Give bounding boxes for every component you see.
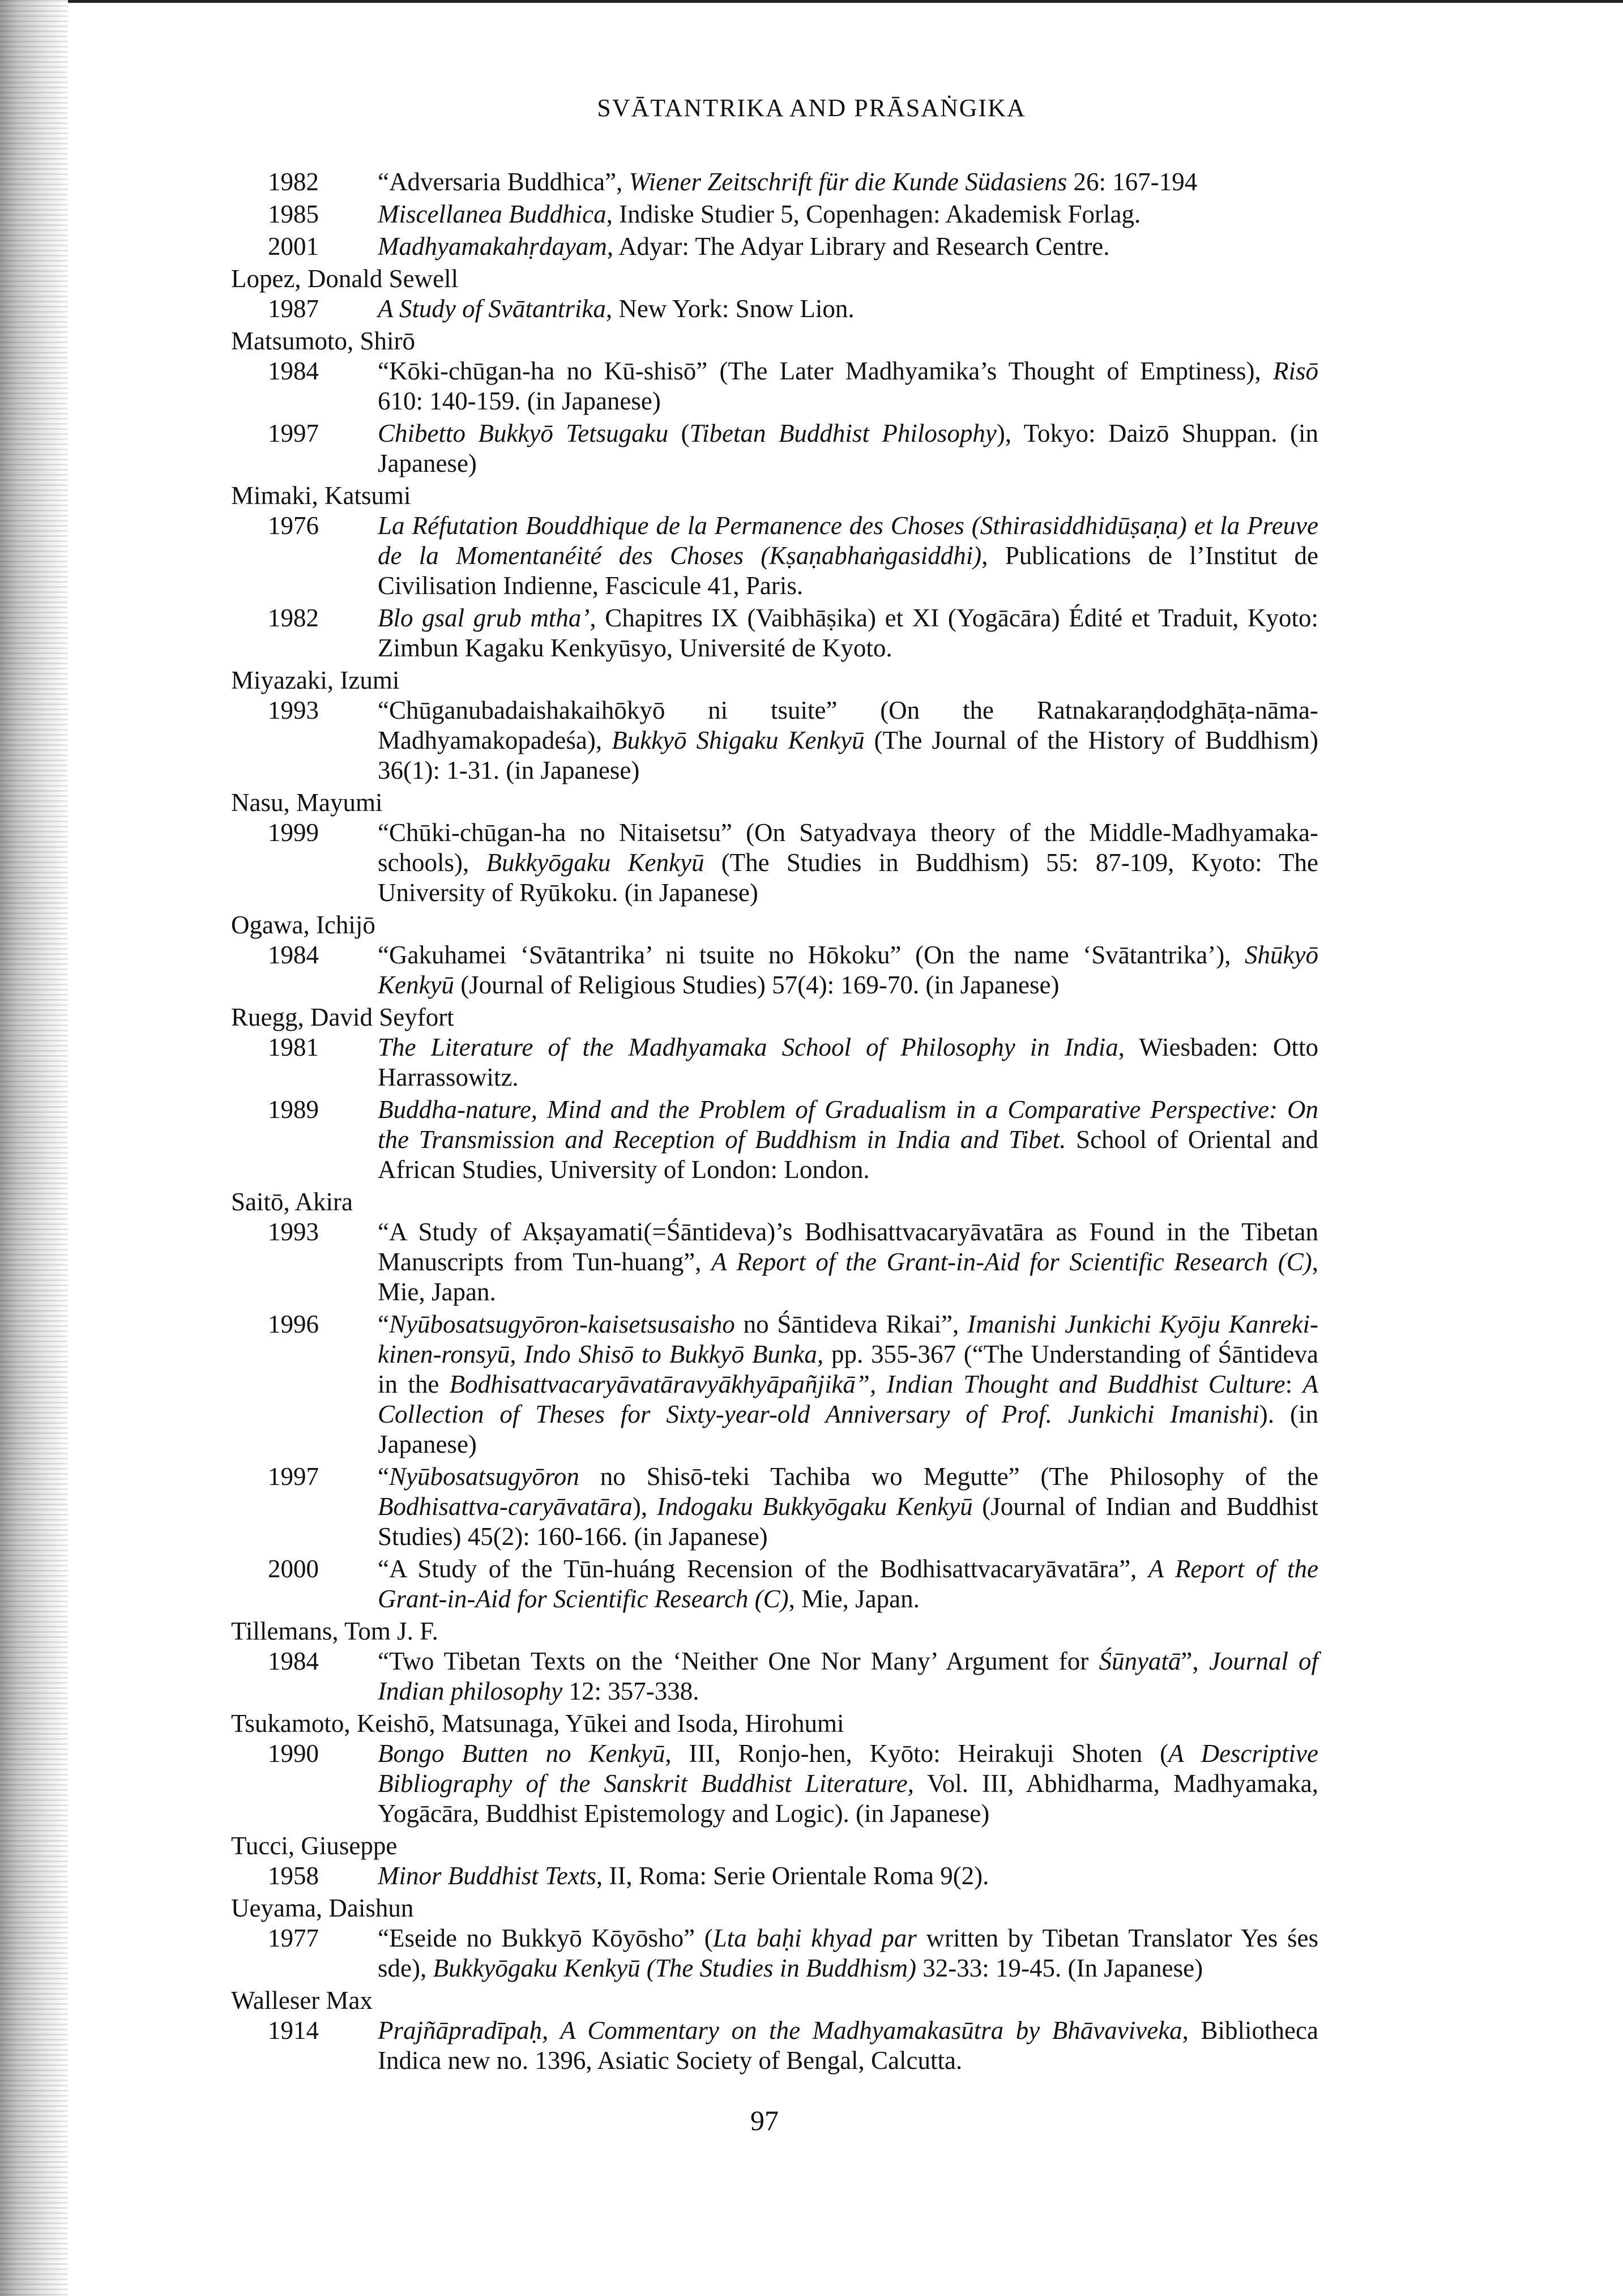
entry-year: 1996: [268, 1310, 319, 1338]
citation-title-italic: Journal of Indian philosophy: [378, 1647, 1318, 1705]
citation-title-italic: Tibetan Buddhist Philosophy: [689, 419, 997, 447]
bibliography-entry: [231, 1462, 1318, 1552]
author-name: Ruegg, David Seyfort: [231, 1003, 454, 1031]
citation-text: ”,: [1181, 1647, 1209, 1675]
citation-text: (The Studies in Buddhism) 55: 87-109, Kyoto: The University of Ryūkoku. (in Japanese): [378, 848, 1318, 907]
entry-citation: [378, 1095, 1318, 1185]
citation-text: ). (in Japanese): [378, 1400, 1318, 1458]
entry-year: 1984: [268, 1647, 319, 1675]
citation-text: , III, Ronjo-hen, Kyōto: Heirakuji Shoten (: [665, 1739, 1169, 1768]
citation-title-italic: The Literature of the Madhyamaka School of Philosophy in India: [378, 1033, 1118, 1061]
citation-title-italic: Lta baḥi khyad par: [712, 1924, 917, 1952]
entry-year: 1982: [268, 168, 319, 196]
citation-title-italic: A Study of Svātantrika: [378, 295, 606, 323]
bibliography-entry: [231, 167, 1318, 197]
bibliography-entry: [231, 1861, 1318, 1891]
bibliography-entry: [231, 1309, 1318, 1459]
citation-title-italic: Nyūbosatsugyōron: [388, 1462, 579, 1491]
author-name: Ogawa, Ichijō: [231, 911, 375, 939]
citation-text: “Adversaria Buddhica”,: [378, 168, 629, 196]
bibliography-entry: [231, 199, 1318, 229]
entry-citation: [378, 2016, 1318, 2076]
entry-citation: [378, 1309, 1318, 1459]
entry-citation: [378, 1554, 1318, 1614]
bibliography-entry: [231, 603, 1318, 663]
citation-text: (Journal of Religious Studies) 57(4): 169-70. (in Japanese): [454, 971, 1060, 999]
citation-title-italic: Nyūbosatsugyōron-kaisetsusaisho: [388, 1310, 735, 1338]
entry-citation: [378, 695, 1318, 786]
entry-citation: [378, 419, 1318, 479]
citation-text: “: [378, 1462, 389, 1491]
citation-title-italic: Wiener Zeitschrift für die Kunde Südasiens: [629, 168, 1067, 196]
citation-text: “Gakuhamei ‘Svātantrika’ ni tsuite no Hōkoku” (On the name ‘Svātantrika’),: [378, 941, 1245, 969]
citation-text: , Wiesbaden: Otto Harrassowitz.: [378, 1033, 1318, 1091]
citation-text: 26: 167-194: [1067, 168, 1198, 196]
citation-text: , Chapitres IX (Vaibhāṣika) et XI (Yogācāra) Édité et Traduit, Kyoto: Zimbun Kagaku Kenkyūsyo, Université de Kyoto.: [378, 604, 1318, 662]
bibliography-entry: [231, 940, 1318, 1000]
citation-text: , II, Roma: Serie Orientale Roma 9(2).: [596, 1862, 989, 1890]
entry-year: 1976: [268, 511, 319, 540]
citation-title-italic: Bukkyōgaku Kenkyū: [486, 848, 704, 877]
author-name: Tucci, Giuseppe: [231, 1832, 398, 1860]
bibliography-entry: [231, 695, 1318, 786]
entry-year: 1987: [268, 295, 319, 323]
citation-text: written by Tibetan Translator Yes śes sde),: [378, 1924, 1319, 1982]
bibliography-entry: [231, 1095, 1318, 1185]
entry-year: 1989: [268, 1095, 319, 1124]
entry-citation: [378, 1861, 1318, 1891]
citation-text: (: [668, 419, 690, 447]
citation-title-italic: A Descriptive Bibliography of the Sanskrit Buddhist Literature,: [378, 1739, 1318, 1798]
citation-text: (Journal of Indian and Buddhist Studies) 45(2): 160-166. (in Japanese): [378, 1492, 1318, 1551]
entry-citation: [378, 511, 1318, 601]
citation-text: , Adyar: The Adyar Library and Research Centre.: [607, 232, 1110, 261]
citation-title-italic: Indogaku Bukkyōgaku Kenkyū: [656, 1492, 973, 1521]
entry-citation: [378, 1032, 1318, 1092]
entry-year: 1997: [268, 1462, 319, 1491]
entry-year: 1985: [268, 200, 319, 228]
bibliography-entry: [231, 232, 1318, 262]
citation-text: “Kōki-chūgan-ha no Kū-shisō” (The Later Madhyamika’s Thought of Emptiness),: [378, 357, 1273, 385]
citation-title-italic: Blo gsal grub mtha’: [378, 604, 590, 632]
bibliography-entry: [231, 356, 1318, 416]
entry-citation: [378, 167, 1318, 197]
citation-title-italic: Shūkyō Kenkyū: [378, 941, 1318, 999]
citation-text: “Two Tibetan Texts on the ‘Neither One Nor Many’ Argument for: [378, 1647, 1099, 1675]
entry-citation: [378, 1646, 1318, 1706]
citation-text: , Publications de l’Institut de Civilisation Indienne, Fascicule 41, Paris.: [378, 541, 1318, 600]
page-number: 97: [750, 2105, 779, 2136]
citation-title-italic: Minor Buddhist Texts: [378, 1862, 596, 1890]
author-name: Tsukamoto, Keishō, Matsunaga, Yūkei and Isoda, Hirohumi: [231, 1709, 844, 1738]
citation-text: :: [1285, 1370, 1303, 1398]
entry-year: 2001: [268, 232, 319, 261]
citation-title-italic: Buddha-nature, Mind and the Problem of Gradualism in a Comparative Perspective: On the Transmission and Reception of Buddhism in India and Tibet.: [378, 1095, 1318, 1154]
citation-text: “Chūganubadaishakaihōkyō ni tsuite” (On the Ratnakaraṇḍodghāṭa-nāma-Madhyamakopadeśa),: [378, 696, 1318, 754]
entry-year: 1984: [268, 941, 319, 969]
citation-text: no Shisō-teki Tachiba wo Megutte” (The Philosophy of the: [579, 1462, 1318, 1491]
bibliography-entry: [231, 1554, 1318, 1614]
entry-year: 1993: [268, 1218, 319, 1246]
citation-title-italic: Imanishi Junkichi Kyōju Kanreki-kinen-ronsyū, Indo Shisō to Bukkyō Bunka,: [378, 1310, 1318, 1368]
citation-text: ), Tokyo: Daizō Shuppan. (in Japanese): [378, 419, 1318, 477]
bibliography-list: [231, 167, 1318, 2078]
citation-title-italic: A Report of the Grant-in-Aid for Scientific Research (C): [378, 1555, 1318, 1613]
author-name: Matsumoto, Shirō: [231, 327, 416, 355]
citation-text: no Śāntideva Rikai”,: [734, 1310, 968, 1338]
entry-year: 1982: [268, 604, 319, 632]
author-name: Lopez, Donald Sewell: [231, 264, 459, 293]
citation-title-italic: A Collection of Theses for Sixty-year-old Anniversary of Prof. Junkichi Imanishi: [378, 1370, 1318, 1428]
bibliography-entry: [231, 1923, 1318, 1983]
author-name: Tillemans, Tom J. F.: [231, 1617, 438, 1645]
entry-year: 2000: [268, 1555, 319, 1583]
citation-title-italic: La Réfutation Bouddhique de la Permanence des Choses (Sthirasiddhidūṣaṇa) et la Preuve de la Momentanéité des Choses (Kṣaṇabhaṅgasiddhi): [378, 511, 1318, 570]
entry-year: 1914: [268, 2016, 319, 2045]
citation-title-italic: Bukkyō Shigaku Kenkyū: [612, 726, 865, 754]
entry-citation: [378, 356, 1318, 416]
entry-citation: [378, 1923, 1318, 1983]
citation-text: (The Journal of the History of Buddhism) 36(1): 1-31. (in Japanese): [378, 726, 1318, 784]
scan-top-border: [0, 0, 1623, 3]
citation-title-italic: Prajñāpradīpaḥ, A Commentary on the Madhyamakasūtra by Bhāvaviveka: [378, 2016, 1182, 2045]
citation-title-italic: Risō: [1272, 357, 1318, 385]
entry-citation: [378, 199, 1318, 229]
author-name: Saitō, Akira: [231, 1188, 353, 1216]
citation-title-italic: Bodhisattvacaryāvatāravyākhyāpañjikā”, Indian Thought and Buddhist Culture: [449, 1370, 1285, 1398]
entry-citation: [378, 1462, 1318, 1552]
citation-title-italic: A Report of the Grant-in-Aid for Scientific Research (C): [711, 1248, 1312, 1276]
bibliography-entry: [231, 511, 1318, 601]
entry-year: 1984: [268, 357, 319, 385]
citation-title-italic: Madhyamakahṛdayam: [378, 232, 607, 261]
citation-text: “Eseide no Bukkyō Kōyōsho” (: [378, 1924, 713, 1952]
bibliography-entry: [231, 2016, 1318, 2076]
citation-text: “A Study of the Tūn-huáng Recension of the Bodhisattvacaryāvatāra”,: [378, 1555, 1148, 1583]
author-name: Mimaki, Katsumi: [231, 481, 411, 510]
citation-title-italic: Miscellanea Buddhica: [378, 200, 607, 228]
entry-citation: [378, 603, 1318, 663]
citation-title-italic: Bongo Butten no Kenkyū: [378, 1739, 665, 1768]
citation-title-italic: Bukkyōgaku Kenkyū (The Studies in Buddhism): [433, 1954, 917, 1982]
author-name: Ueyama, Daishun: [231, 1894, 414, 1922]
entry-year: 1958: [268, 1862, 319, 1890]
citation-text: 12: 357-338.: [562, 1677, 699, 1705]
citation-text: “A Study of Akṣayamati(=Śāntideva)’s Bodhisattvacaryāvatāra as Found in the Tibetan Manuscripts from Tun-huang”,: [378, 1218, 1318, 1276]
entry-citation: [378, 294, 1318, 324]
entry-citation: [378, 940, 1318, 1000]
entry-year: 1993: [268, 696, 319, 724]
citation-text: , Bibliotheca Indica new no. 1396, Asiatic Society of Bengal, Calcutta.: [378, 2016, 1318, 2075]
bibliography-entry: [231, 1739, 1318, 1829]
citation-text: , Indiske Studier 5, Copenhagen: Akademisk Forlag.: [606, 200, 1141, 228]
entry-year: 1990: [268, 1739, 319, 1768]
running-header: SVĀTANTRIKA AND PRĀSAṄGIKA: [597, 94, 1026, 122]
entry-citation: [378, 1217, 1318, 1307]
citation-text: 32-33: 19-45. (In Japanese): [916, 1954, 1203, 1982]
author-name: Nasu, Mayumi: [231, 788, 383, 817]
bibliography-entry: [231, 1032, 1318, 1092]
bibliography-entry: [231, 1646, 1318, 1706]
citation-title-italic: Bodhisattva-caryāvatāra: [378, 1492, 633, 1521]
citation-text: ),: [632, 1492, 657, 1521]
citation-text: pp. 355-367 (“The Understanding of Śāntideva in the: [378, 1340, 1318, 1398]
entry-citation: [378, 1739, 1318, 1829]
citation-text: Vol. III, Abhidharma, Madhyamaka, Yogācāra, Buddhist Epistemology and Logic). (in Japanese): [378, 1769, 1318, 1828]
entry-year: 1981: [268, 1033, 319, 1061]
citation-text: , Mie, Japan.: [788, 1585, 920, 1613]
citation-title-italic: Śūnyatā: [1099, 1647, 1181, 1675]
scan-binding-shadow: [0, 0, 68, 2296]
entry-citation: [378, 232, 1318, 262]
citation-text: , New York: Snow Lion.: [605, 295, 855, 323]
entry-year: 1997: [268, 419, 319, 447]
entry-year: 1977: [268, 1924, 319, 1952]
bibliography-entry: [231, 1217, 1318, 1307]
citation-text: , Mie, Japan.: [378, 1248, 1318, 1306]
bibliography-entry: [231, 294, 1318, 324]
citation-text: “Chūki-chūgan-ha no Nitaisetsu” (On Satyadvaya theory of the Middle-Madhyamaka-schools),: [378, 818, 1318, 877]
citation-text: “: [378, 1310, 389, 1338]
citation-text: School of Oriental and African Studies, University of London: London.: [378, 1125, 1318, 1184]
citation-title-italic: Chibetto Bukkyō Tetsugaku: [378, 419, 669, 447]
author-name: Miyazaki, Izumi: [231, 666, 400, 694]
author-name: Walleser Max: [231, 1986, 373, 2015]
entry-year: 1999: [268, 818, 319, 847]
bibliography-entry: [231, 818, 1318, 908]
bibliography-entry: [231, 419, 1318, 479]
entry-citation: [378, 818, 1318, 908]
citation-text: 610: 140-159. (in Japanese): [378, 387, 661, 415]
